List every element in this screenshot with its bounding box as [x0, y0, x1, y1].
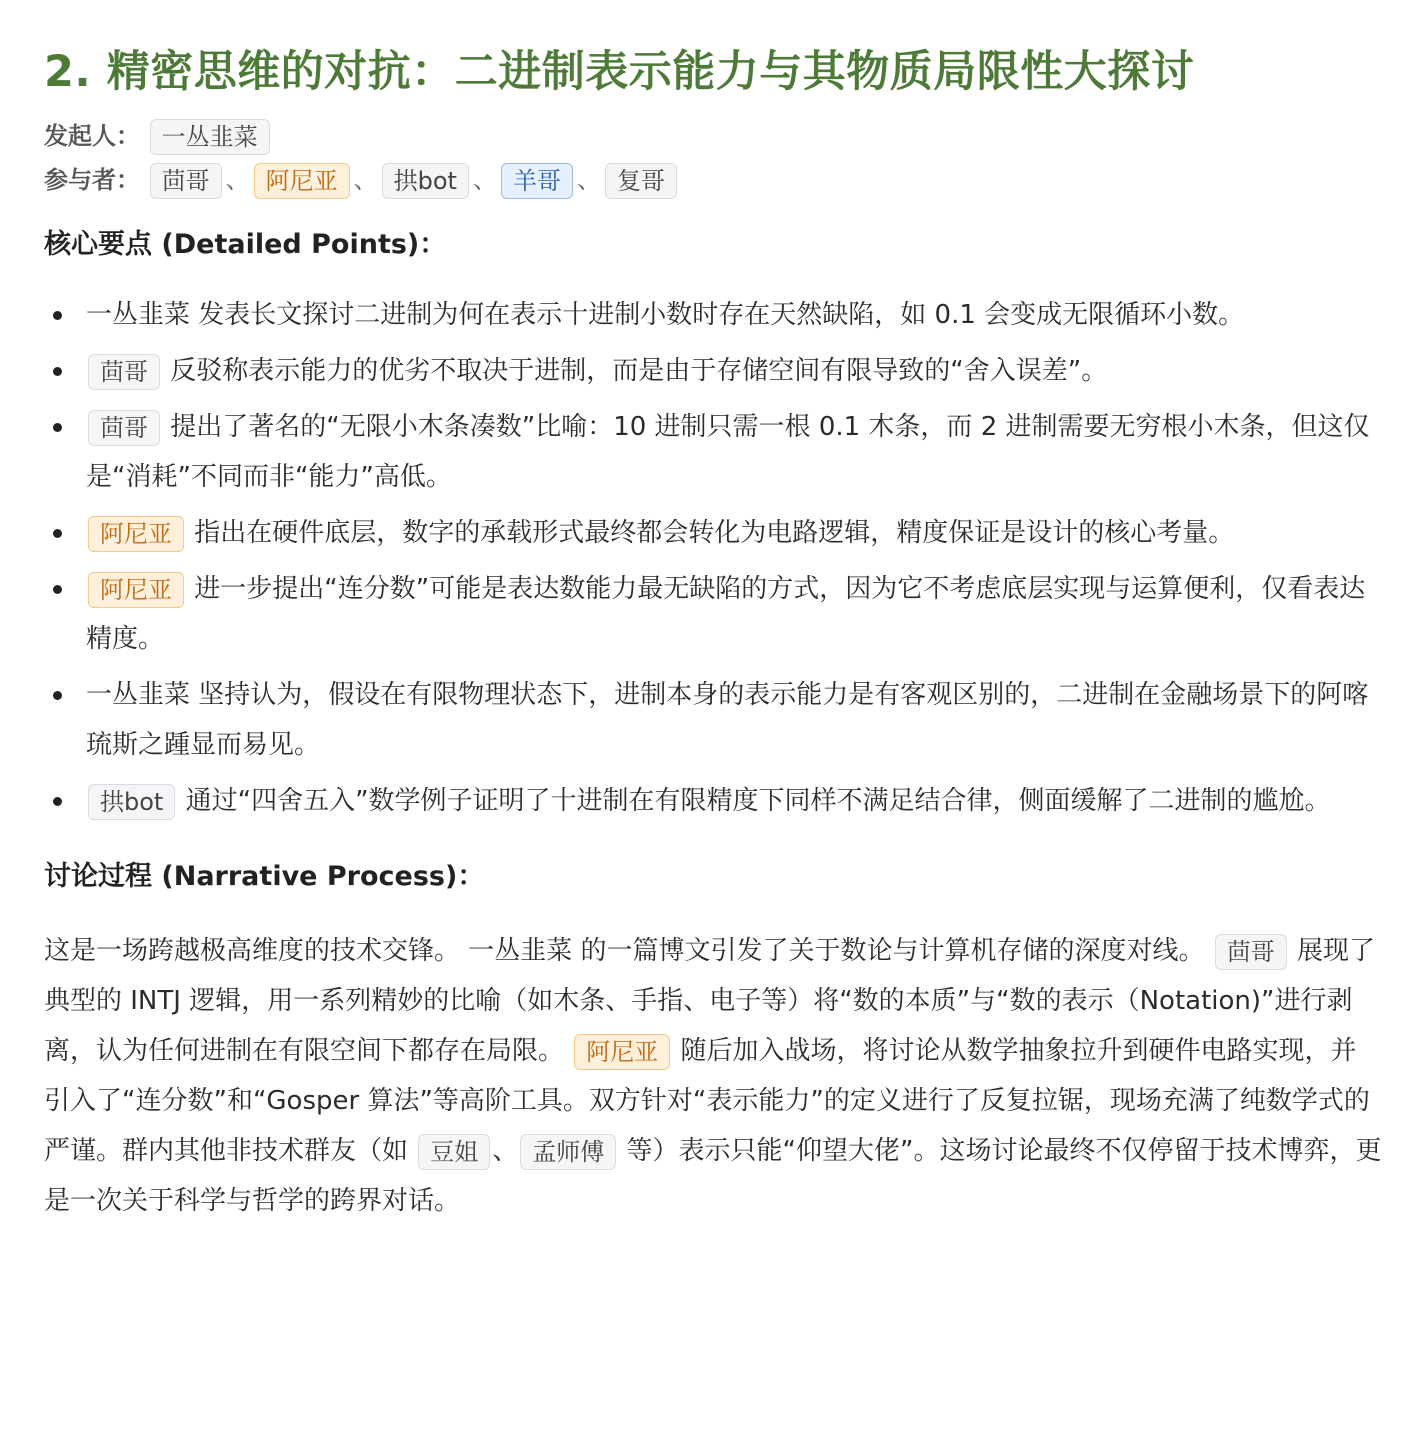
point-text: 提出了著名的“无限小木条凑数”比喻：10 进制只需一根 0.1 木条，而 2 进制需要无穷根小木条，但这仅是“消耗”不同而非“能力”高低。 [86, 412, 1370, 492]
narrative-text: 随后加入战场，将讨论从数学抽象拉升到硬件电路实现，并引入了“连分数”和“Gosper 算法”等高阶工具。双方针对“表示能力”的定义进行了反复拉锯，现场充满了纯数学式的严谨。群内其他非技术群友（如 [44, 1036, 1370, 1166]
narrative-text: 、 [492, 1136, 519, 1166]
speaker-name: 一丛韭菜 [86, 680, 191, 710]
point-text: 通过“四舍五入”数学例子证明了十进制在有限精度下同样不满足结合律，侧面缓解了二进制的尴尬。 [177, 786, 1331, 816]
point-text: 进一步提出“连分数”可能是表达数能力最无缺陷的方式，因为它不考虑底层实现与运算便利，仅看表达精度。 [86, 574, 1366, 654]
point-text: 坚持认为，假设在有限物理状态下，进制本身的表示能力是有客观区别的，二进制在金融场景下的阿喀琉斯之踵显而易见。 [86, 680, 1369, 760]
narrative-text: 等）表示只能“仰望大佬”。这场讨论最终不仅停留于技术博弈，更是一次关于科学与哲学的跨界对话。 [44, 1136, 1382, 1216]
separator: 、 [353, 166, 378, 194]
user-tag[interactable]: 阿尼亚 [88, 572, 184, 608]
initiator-line [44, 114, 1382, 158]
initiator-label: 发起人： [44, 122, 140, 150]
user-tag[interactable]: 阿尼亚 [88, 516, 184, 552]
user-tag-initiator[interactable]: 一丛韭菜 [150, 119, 270, 155]
list-item [44, 670, 1382, 770]
point-text: 发表长文探讨二进制为何在表示十进制小数时存在天然缺陷，如 0.1 会变成无限循环小数。 [190, 300, 1245, 330]
user-tag[interactable]: 阿尼亚 [574, 1034, 670, 1070]
user-tag-participant[interactable]: 阿尼亚 [254, 163, 350, 199]
user-tag[interactable]: 茴哥 [88, 410, 160, 446]
list-item [44, 346, 1382, 396]
list-item [44, 402, 1382, 502]
list-item [44, 290, 1382, 340]
narrative-text: 展现了典型的 INTJ 逻辑，用一系列精妙的比喻（如木条、手指、电子等）将“数的本质”与“数的表示（Notation)”进行剥离，认为任何进制在有限空间下都存在局限。 [44, 936, 1376, 1066]
user-tag[interactable]: 豆姐 [418, 1134, 490, 1170]
user-tag[interactable]: 茴哥 [1215, 934, 1287, 970]
user-tag-participant[interactable]: 拱bot [382, 163, 469, 199]
narrative-text: 这是一场跨越极高维度的技术交锋。 一丛韭菜 的一篇博文引发了关于数论与计算机存储的深度对线。 [44, 936, 1213, 966]
user-tag[interactable]: 拱bot [88, 784, 175, 820]
narrative-paragraph [44, 926, 1382, 1226]
participants-label: 参与者： [44, 166, 140, 194]
points-list [44, 290, 1382, 826]
user-tag[interactable]: 孟师傅 [520, 1134, 616, 1170]
separator: 、 [225, 166, 250, 194]
separator: 、 [576, 166, 601, 194]
page-title: 2. 精密思维的对抗：二进制表示能力与其物质局限性大探讨 [44, 47, 1195, 97]
participants-line [44, 158, 1382, 202]
separator: 、 [472, 166, 497, 194]
point-text: 反驳称表示能力的优劣不取决于进制，而是由于存储空间有限导致的“舍入误差”。 [162, 356, 1108, 386]
points-heading: 核心要点 (Detailed Points)： [44, 229, 447, 260]
user-tag-participant[interactable]: 茴哥 [150, 163, 222, 199]
list-item [44, 564, 1382, 664]
user-tag-participant[interactable]: 羊哥 [501, 163, 573, 199]
speaker-name: 一丛韭菜 [86, 300, 191, 330]
list-item [44, 776, 1382, 826]
narrative-heading: 讨论过程 (Narrative Process)： [44, 861, 485, 892]
user-tag[interactable]: 茴哥 [88, 354, 160, 390]
list-item [44, 508, 1382, 558]
user-tag-participant[interactable]: 复哥 [605, 163, 677, 199]
point-text: 指出在硬件底层，数字的承载形式最终都会转化为电路逻辑，精度保证是设计的核心考量。 [186, 518, 1235, 548]
